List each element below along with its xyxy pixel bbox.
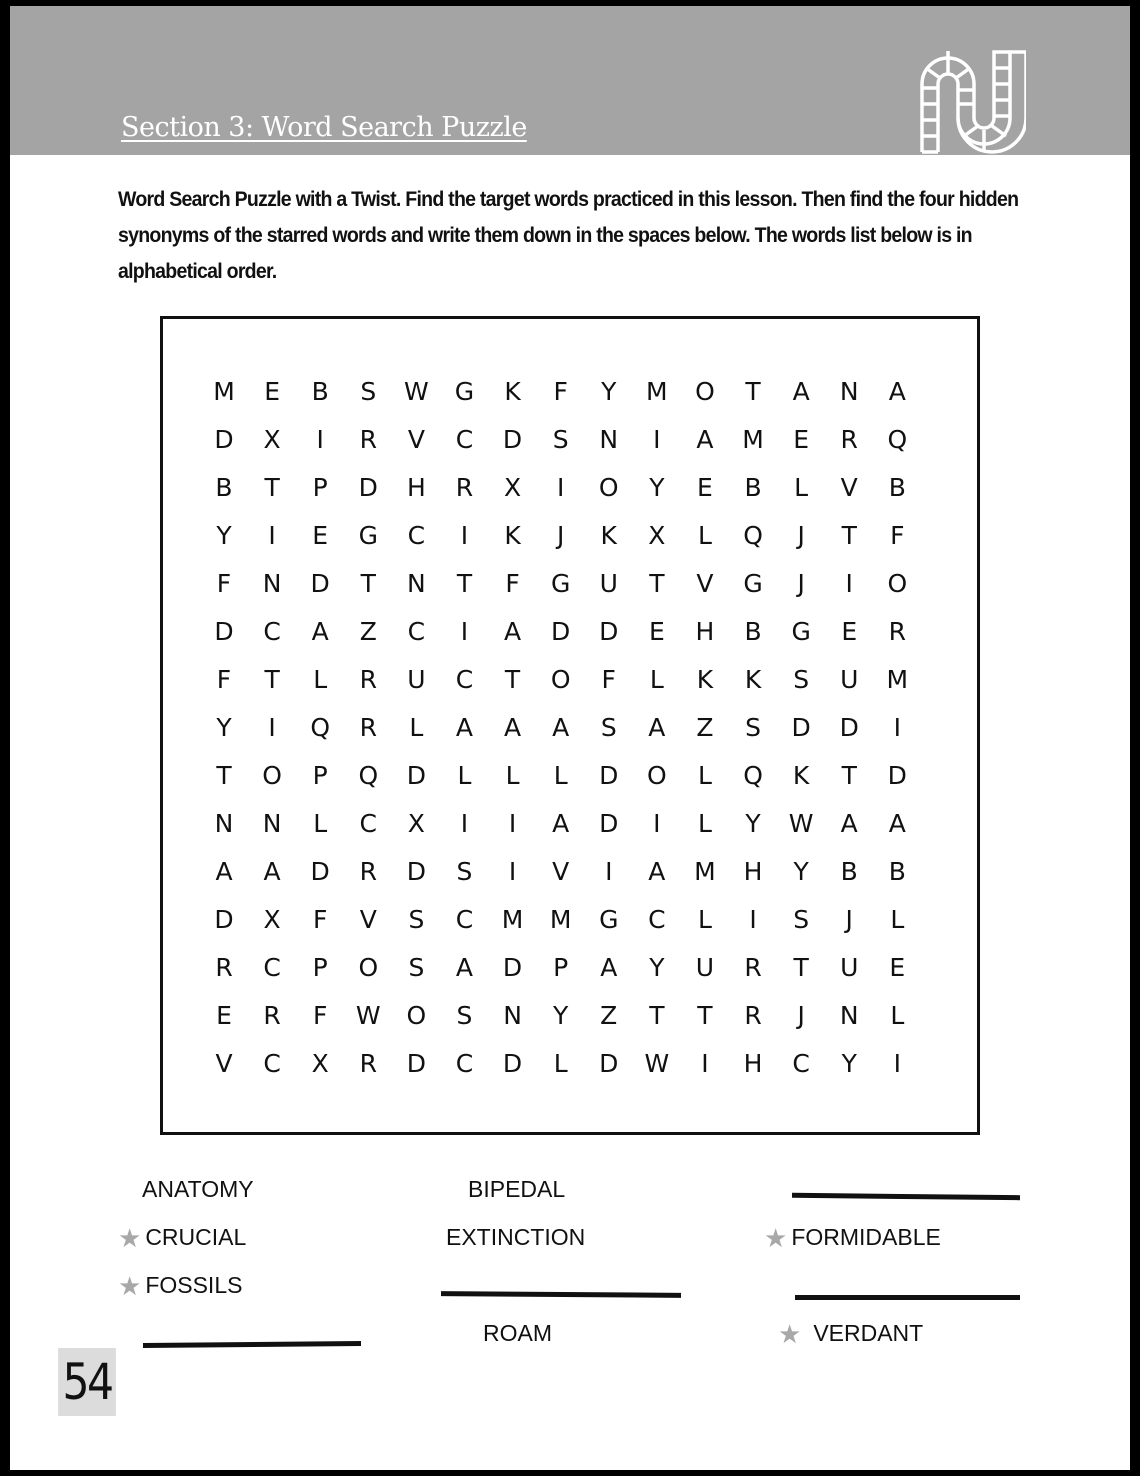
- word-label: ANATOMY: [142, 1176, 254, 1202]
- star-icon: ★: [764, 1222, 788, 1253]
- grid-letter[interactable]: T: [697, 1000, 713, 1030]
- word-label: BIPEDAL: [468, 1176, 566, 1202]
- grid-letter[interactable]: F: [890, 520, 905, 550]
- grid-letter[interactable]: Y: [649, 472, 665, 502]
- grid-letter[interactable]: J: [556, 520, 565, 550]
- grid-letter[interactable]: D: [551, 616, 571, 646]
- grid-letter[interactable]: S: [745, 712, 761, 742]
- instructions-text: Word Search Puzzle with a Twist. Find the target words practiced in this lesson. Then find the four hidden synonyms of the starred words and write them down in the spaces below. The words list below is in alphabetical order.: [118, 188, 1019, 283]
- grid-letter[interactable]: V: [215, 1048, 233, 1078]
- grid-letter[interactable]: Q: [743, 520, 763, 550]
- grid-letter[interactable]: D: [599, 760, 619, 790]
- grid-letter[interactable]: B: [215, 472, 233, 502]
- grid-letter[interactable]: D: [310, 856, 330, 886]
- grid-letter[interactable]: R: [840, 424, 858, 454]
- grid-letter[interactable]: O: [598, 472, 619, 502]
- grid-letter[interactable]: A: [648, 712, 666, 742]
- word-anatomy: [142, 1176, 254, 1203]
- grid-letter[interactable]: I: [653, 424, 661, 454]
- grid-letter[interactable]: D: [599, 1048, 619, 1078]
- grid-letter[interactable]: O: [647, 760, 667, 790]
- grid-letter[interactable]: Q: [310, 712, 331, 742]
- grid-letter[interactable]: F: [216, 568, 232, 598]
- grid-letter[interactable]: N: [214, 808, 234, 838]
- grid-letter[interactable]: D: [406, 1048, 426, 1078]
- grid-letter[interactable]: C: [263, 1048, 281, 1078]
- grid-letter[interactable]: Y: [745, 808, 761, 838]
- grid-letter[interactable]: J: [845, 904, 853, 934]
- grid-letter[interactable]: M: [213, 376, 235, 406]
- grid-letter[interactable]: W: [644, 1048, 670, 1078]
- grid-letter[interactable]: P: [312, 760, 328, 790]
- grid-letter[interactable]: Y: [216, 520, 232, 550]
- grid-letter[interactable]: K: [600, 520, 617, 550]
- grid-letter[interactable]: P: [312, 952, 328, 982]
- word-extinction: [446, 1224, 585, 1251]
- grid-letter[interactable]: Y: [841, 1048, 857, 1078]
- grid-letter[interactable]: S: [793, 904, 810, 934]
- board-game-path-icon: [918, 46, 1026, 156]
- grid-letter[interactable]: E: [697, 472, 713, 502]
- grid-letter[interactable]: T: [841, 760, 857, 790]
- word-crucial: [118, 1224, 246, 1251]
- grid-letter[interactable]: A: [311, 616, 329, 646]
- grid-letter[interactable]: L: [697, 520, 712, 550]
- grid-letter[interactable]: I: [605, 856, 613, 886]
- grid-letter[interactable]: L: [649, 664, 664, 694]
- grid-letter[interactable]: M: [742, 424, 764, 454]
- grid-letter[interactable]: D: [358, 472, 378, 502]
- grid-letter[interactable]: I: [268, 712, 276, 742]
- grid-letter[interactable]: L: [457, 760, 472, 790]
- grid-letter[interactable]: Q: [887, 424, 908, 454]
- grid-letter[interactable]: X: [407, 808, 425, 838]
- word-bipedal: [468, 1176, 565, 1203]
- grid-letter[interactable]: B: [311, 376, 329, 406]
- grid-letter[interactable]: E: [841, 616, 858, 646]
- grid-letter[interactable]: S: [793, 664, 810, 694]
- grid-letter[interactable]: R: [359, 1048, 377, 1078]
- grid-letter[interactable]: N: [262, 808, 282, 838]
- grid-letter[interactable]: L: [697, 808, 712, 838]
- grid-letter[interactable]: A: [263, 856, 281, 886]
- grid-letter[interactable]: H: [695, 616, 715, 646]
- word-label: EXTINCTION: [446, 1224, 586, 1250]
- grid-letter[interactable]: R: [263, 1000, 281, 1030]
- grid-letter[interactable]: T: [456, 568, 473, 598]
- grid-letter[interactable]: K: [744, 664, 762, 694]
- grid-letter[interactable]: O: [406, 1000, 427, 1030]
- grid-letter[interactable]: D: [502, 1048, 523, 1078]
- grid-letter[interactable]: C: [263, 952, 281, 982]
- grid-letter[interactable]: D: [839, 712, 859, 742]
- grid-letter[interactable]: Y: [793, 856, 809, 886]
- grid-letter[interactable]: L: [553, 760, 568, 790]
- grid-letter[interactable]: G: [358, 520, 378, 550]
- grid-letter[interactable]: D: [214, 616, 234, 646]
- grid-letter[interactable]: Q: [743, 760, 763, 790]
- grid-letter[interactable]: Z: [359, 616, 377, 646]
- grid-letter[interactable]: C: [792, 1048, 810, 1078]
- grid-letter[interactable]: E: [312, 520, 329, 550]
- grid-letter[interactable]: D: [406, 760, 426, 790]
- grid-letter[interactable]: S: [456, 856, 473, 886]
- grid-letter[interactable]: F: [505, 568, 520, 598]
- grid-letter[interactable]: L: [890, 904, 905, 934]
- grid-letter[interactable]: I: [460, 616, 469, 646]
- grid-letter[interactable]: F: [312, 904, 328, 934]
- grid-letter[interactable]: N: [262, 568, 282, 598]
- star-icon: ★: [118, 1222, 142, 1253]
- word-fossils: [118, 1272, 242, 1299]
- grid-letter[interactable]: D: [214, 904, 234, 934]
- grid-letter[interactable]: C: [455, 904, 474, 934]
- page-number: 54: [58, 1348, 116, 1416]
- grid-letter[interactable]: A: [215, 856, 233, 886]
- grid-letter[interactable]: U: [599, 568, 618, 598]
- grid-letter[interactable]: A: [552, 808, 570, 838]
- grid-letter[interactable]: T: [649, 1000, 665, 1030]
- grid-letter[interactable]: D: [406, 856, 426, 886]
- grid-letter[interactable]: U: [840, 664, 859, 694]
- word-label: FOSSILS: [145, 1272, 243, 1298]
- grid-letter[interactable]: M: [886, 664, 909, 694]
- star-icon: ★: [118, 1270, 142, 1301]
- grid-letter[interactable]: C: [455, 1048, 474, 1078]
- grid-letter[interactable]: A: [840, 808, 858, 838]
- grid-letter[interactable]: S: [408, 904, 425, 934]
- grid-letter[interactable]: U: [695, 952, 715, 982]
- answer-line-4[interactable]: [143, 1341, 361, 1348]
- grid-letter[interactable]: R: [744, 952, 762, 982]
- header-band: [10, 6, 1130, 155]
- grid-letter[interactable]: D: [502, 424, 523, 454]
- grid-letter[interactable]: W: [404, 376, 429, 406]
- grid-letter[interactable]: T: [264, 664, 280, 694]
- grid-letter[interactable]: B: [744, 472, 762, 502]
- grid-letter[interactable]: A: [888, 376, 906, 406]
- grid-letter[interactable]: A: [648, 856, 666, 886]
- grid-letter[interactable]: V: [407, 424, 425, 454]
- answer-line-2[interactable]: [441, 1291, 681, 1298]
- grid-letter[interactable]: T: [264, 472, 280, 502]
- grid-letter[interactable]: Q: [358, 760, 379, 790]
- grid-letter[interactable]: G: [599, 904, 619, 934]
- grid-letter[interactable]: C: [407, 616, 426, 646]
- grid-letter[interactable]: P: [553, 952, 569, 982]
- grid-letter[interactable]: R: [744, 1000, 762, 1030]
- answer-line-3[interactable]: [795, 1295, 1020, 1300]
- grid-letter[interactable]: B: [840, 856, 858, 886]
- grid-letter[interactable]: K: [792, 760, 810, 790]
- grid-letter[interactable]: X: [263, 424, 281, 454]
- grid-letter[interactable]: R: [359, 712, 377, 742]
- grid-letter[interactable]: O: [695, 376, 715, 406]
- grid-letter[interactable]: H: [406, 472, 426, 502]
- grid-letter[interactable]: R: [359, 856, 377, 886]
- grid-letter[interactable]: D: [599, 808, 619, 838]
- grid-letter[interactable]: L: [794, 472, 809, 502]
- grid-letter[interactable]: U: [407, 664, 426, 694]
- grid-letter[interactable]: D: [502, 952, 523, 982]
- grid-letter[interactable]: I: [653, 808, 661, 838]
- grid-letter[interactable]: X: [263, 904, 281, 934]
- grid-letter[interactable]: I: [701, 1048, 709, 1078]
- grid-letter[interactable]: L: [313, 664, 328, 694]
- grid-letter[interactable]: T: [745, 376, 761, 406]
- grid-letter[interactable]: O: [550, 664, 571, 694]
- grid-letter[interactable]: N: [407, 568, 426, 598]
- grid-letter[interactable]: Z: [600, 1000, 618, 1030]
- word-search-grid-box: [160, 316, 980, 1135]
- grid-letter[interactable]: Y: [649, 952, 665, 982]
- grid-letter[interactable]: P: [312, 472, 328, 502]
- grid-letter[interactable]: H: [743, 856, 763, 886]
- word-roam: [483, 1320, 552, 1347]
- grid-letter[interactable]: F: [216, 664, 232, 694]
- grid-letter[interactable]: V: [840, 472, 858, 502]
- grid-letter[interactable]: L: [697, 904, 712, 934]
- grid-letter[interactable]: Y: [601, 376, 617, 406]
- grid-letter[interactable]: X: [311, 1048, 329, 1078]
- grid-letter[interactable]: X: [648, 520, 666, 550]
- grid-letter[interactable]: R: [359, 424, 377, 454]
- answer-line-1[interactable]: [792, 1193, 1020, 1200]
- grid-letter[interactable]: S: [456, 1000, 473, 1030]
- word-label: VERDANT: [813, 1320, 924, 1346]
- grid-letter[interactable]: X: [503, 472, 522, 502]
- grid-letter[interactable]: Y: [553, 1000, 569, 1030]
- grid-letter[interactable]: B: [744, 616, 762, 646]
- grid-letter[interactable]: B: [888, 472, 906, 502]
- grid-letter[interactable]: S: [600, 712, 617, 742]
- grid-letter[interactable]: O: [358, 952, 379, 982]
- grid-letter[interactable]: N: [503, 1000, 522, 1030]
- grid-letter[interactable]: V: [552, 856, 570, 886]
- grid-letter[interactable]: K: [504, 520, 521, 550]
- grid-letter[interactable]: A: [504, 616, 522, 646]
- grid-letter[interactable]: R: [215, 952, 233, 982]
- grid-letter[interactable]: N: [839, 376, 859, 406]
- grid-letter[interactable]: V: [696, 568, 714, 598]
- word-label: FORMIDABLE: [791, 1224, 941, 1250]
- grid-letter[interactable]: E: [216, 1000, 232, 1030]
- grid-letter[interactable]: K: [504, 376, 521, 406]
- grid-letter[interactable]: L: [553, 1048, 568, 1078]
- grid-letter[interactable]: I: [508, 808, 517, 838]
- grid-letter[interactable]: L: [890, 1000, 905, 1030]
- grid-letter[interactable]: I: [316, 424, 324, 454]
- grid-letter[interactable]: G: [454, 376, 475, 406]
- grid-letter[interactable]: A: [696, 424, 714, 454]
- grid-letter[interactable]: E: [648, 616, 665, 646]
- grid-letter[interactable]: D: [887, 760, 907, 790]
- grid-letter[interactable]: F: [553, 376, 568, 406]
- grid-letter[interactable]: E: [264, 376, 280, 406]
- grid-letter[interactable]: D: [310, 568, 330, 598]
- grid-letter[interactable]: T: [649, 568, 665, 598]
- grid-letter[interactable]: A: [888, 808, 906, 838]
- grid-letter[interactable]: T: [841, 520, 857, 550]
- grid-letter[interactable]: F: [601, 664, 616, 694]
- grid-letter[interactable]: R: [455, 472, 474, 502]
- grid-letter[interactable]: W: [355, 1000, 381, 1030]
- grid-letter[interactable]: R: [359, 664, 377, 694]
- section-title: Section 3: Word Search Puzzle: [121, 112, 527, 143]
- word-label: CRUCIAL: [145, 1224, 247, 1250]
- grid-letter[interactable]: C: [359, 808, 378, 838]
- grid-letter[interactable]: N: [839, 1000, 859, 1030]
- grid-letter[interactable]: D: [791, 712, 811, 742]
- grid-letter[interactable]: I: [460, 520, 469, 550]
- grid-letter[interactable]: O: [887, 568, 908, 598]
- grid-letter[interactable]: E: [889, 952, 906, 982]
- grid-letter[interactable]: L: [505, 760, 520, 790]
- grid-letter[interactable]: M: [501, 904, 524, 934]
- grid-letter[interactable]: F: [312, 1000, 328, 1030]
- grid-letter[interactable]: U: [840, 952, 859, 982]
- grid-letter[interactable]: R: [888, 616, 906, 646]
- grid-letter[interactable]: I: [508, 856, 517, 886]
- grid-letter[interactable]: A: [792, 376, 810, 406]
- grid-letter[interactable]: T: [793, 952, 809, 982]
- grid-letter[interactable]: Z: [696, 712, 714, 742]
- grid-letter[interactable]: A: [455, 712, 474, 742]
- grid-letter[interactable]: N: [599, 424, 619, 454]
- worksheet-page: [10, 6, 1130, 1470]
- grid-letter[interactable]: L: [409, 712, 424, 742]
- grid-letter[interactable]: M: [646, 376, 668, 406]
- grid-letter[interactable]: L: [697, 760, 712, 790]
- grid-letter[interactable]: A: [600, 952, 618, 982]
- grid-letter[interactable]: Y: [216, 712, 232, 742]
- grid-letter[interactable]: M: [549, 904, 572, 934]
- grid-letter[interactable]: C: [455, 664, 474, 694]
- grid-letter[interactable]: D: [214, 424, 234, 454]
- grid-letter[interactable]: I: [268, 520, 276, 550]
- star-icon: ★: [778, 1318, 802, 1349]
- grid-letter[interactable]: J: [797, 1000, 805, 1030]
- grid-letter[interactable]: E: [793, 424, 810, 454]
- grid-letter[interactable]: I: [893, 712, 901, 742]
- grid-letter[interactable]: G: [791, 616, 811, 646]
- grid-letter[interactable]: B: [888, 856, 906, 886]
- word-formidable: [764, 1224, 941, 1251]
- grid-letter[interactable]: I: [893, 1048, 901, 1078]
- grid-letter[interactable]: I: [460, 808, 469, 838]
- grid-letter[interactable]: S: [408, 952, 425, 982]
- grid-letter[interactable]: T: [504, 664, 521, 694]
- grid-letter[interactable]: G: [550, 568, 571, 598]
- grid-letter[interactable]: M: [694, 856, 716, 886]
- grid-letter[interactable]: A: [552, 712, 570, 742]
- grid-letter[interactable]: C: [455, 424, 474, 454]
- grid-letter[interactable]: J: [797, 520, 805, 550]
- grid-letter[interactable]: C: [648, 904, 666, 934]
- grid-letter[interactable]: C: [407, 520, 426, 550]
- grid-letter[interactable]: S: [552, 424, 569, 454]
- grid-letter[interactable]: L: [313, 808, 328, 838]
- grid-letter[interactable]: W: [788, 808, 814, 838]
- grid-letter[interactable]: I: [749, 904, 757, 934]
- word-search-grid: [208, 367, 929, 1087]
- grid-letter[interactable]: A: [504, 712, 522, 742]
- grid-letter[interactable]: C: [263, 616, 281, 646]
- grid-letter[interactable]: T: [360, 568, 376, 598]
- grid-letter[interactable]: O: [262, 760, 282, 790]
- grid-letter[interactable]: K: [696, 664, 714, 694]
- grid-letter[interactable]: G: [743, 568, 763, 598]
- word-label: ROAM: [483, 1320, 552, 1346]
- grid-letter[interactable]: A: [455, 952, 474, 982]
- grid-letter[interactable]: S: [360, 376, 377, 406]
- grid-letter[interactable]: D: [599, 616, 619, 646]
- grid-letter[interactable]: H: [743, 1048, 763, 1078]
- grid-letter[interactable]: I: [845, 568, 853, 598]
- grid-letter[interactable]: V: [359, 904, 377, 934]
- word-verdant: [778, 1320, 923, 1347]
- grid-letter[interactable]: J: [797, 568, 805, 598]
- grid-letter[interactable]: I: [556, 472, 565, 502]
- grid-letter[interactable]: T: [216, 760, 232, 790]
